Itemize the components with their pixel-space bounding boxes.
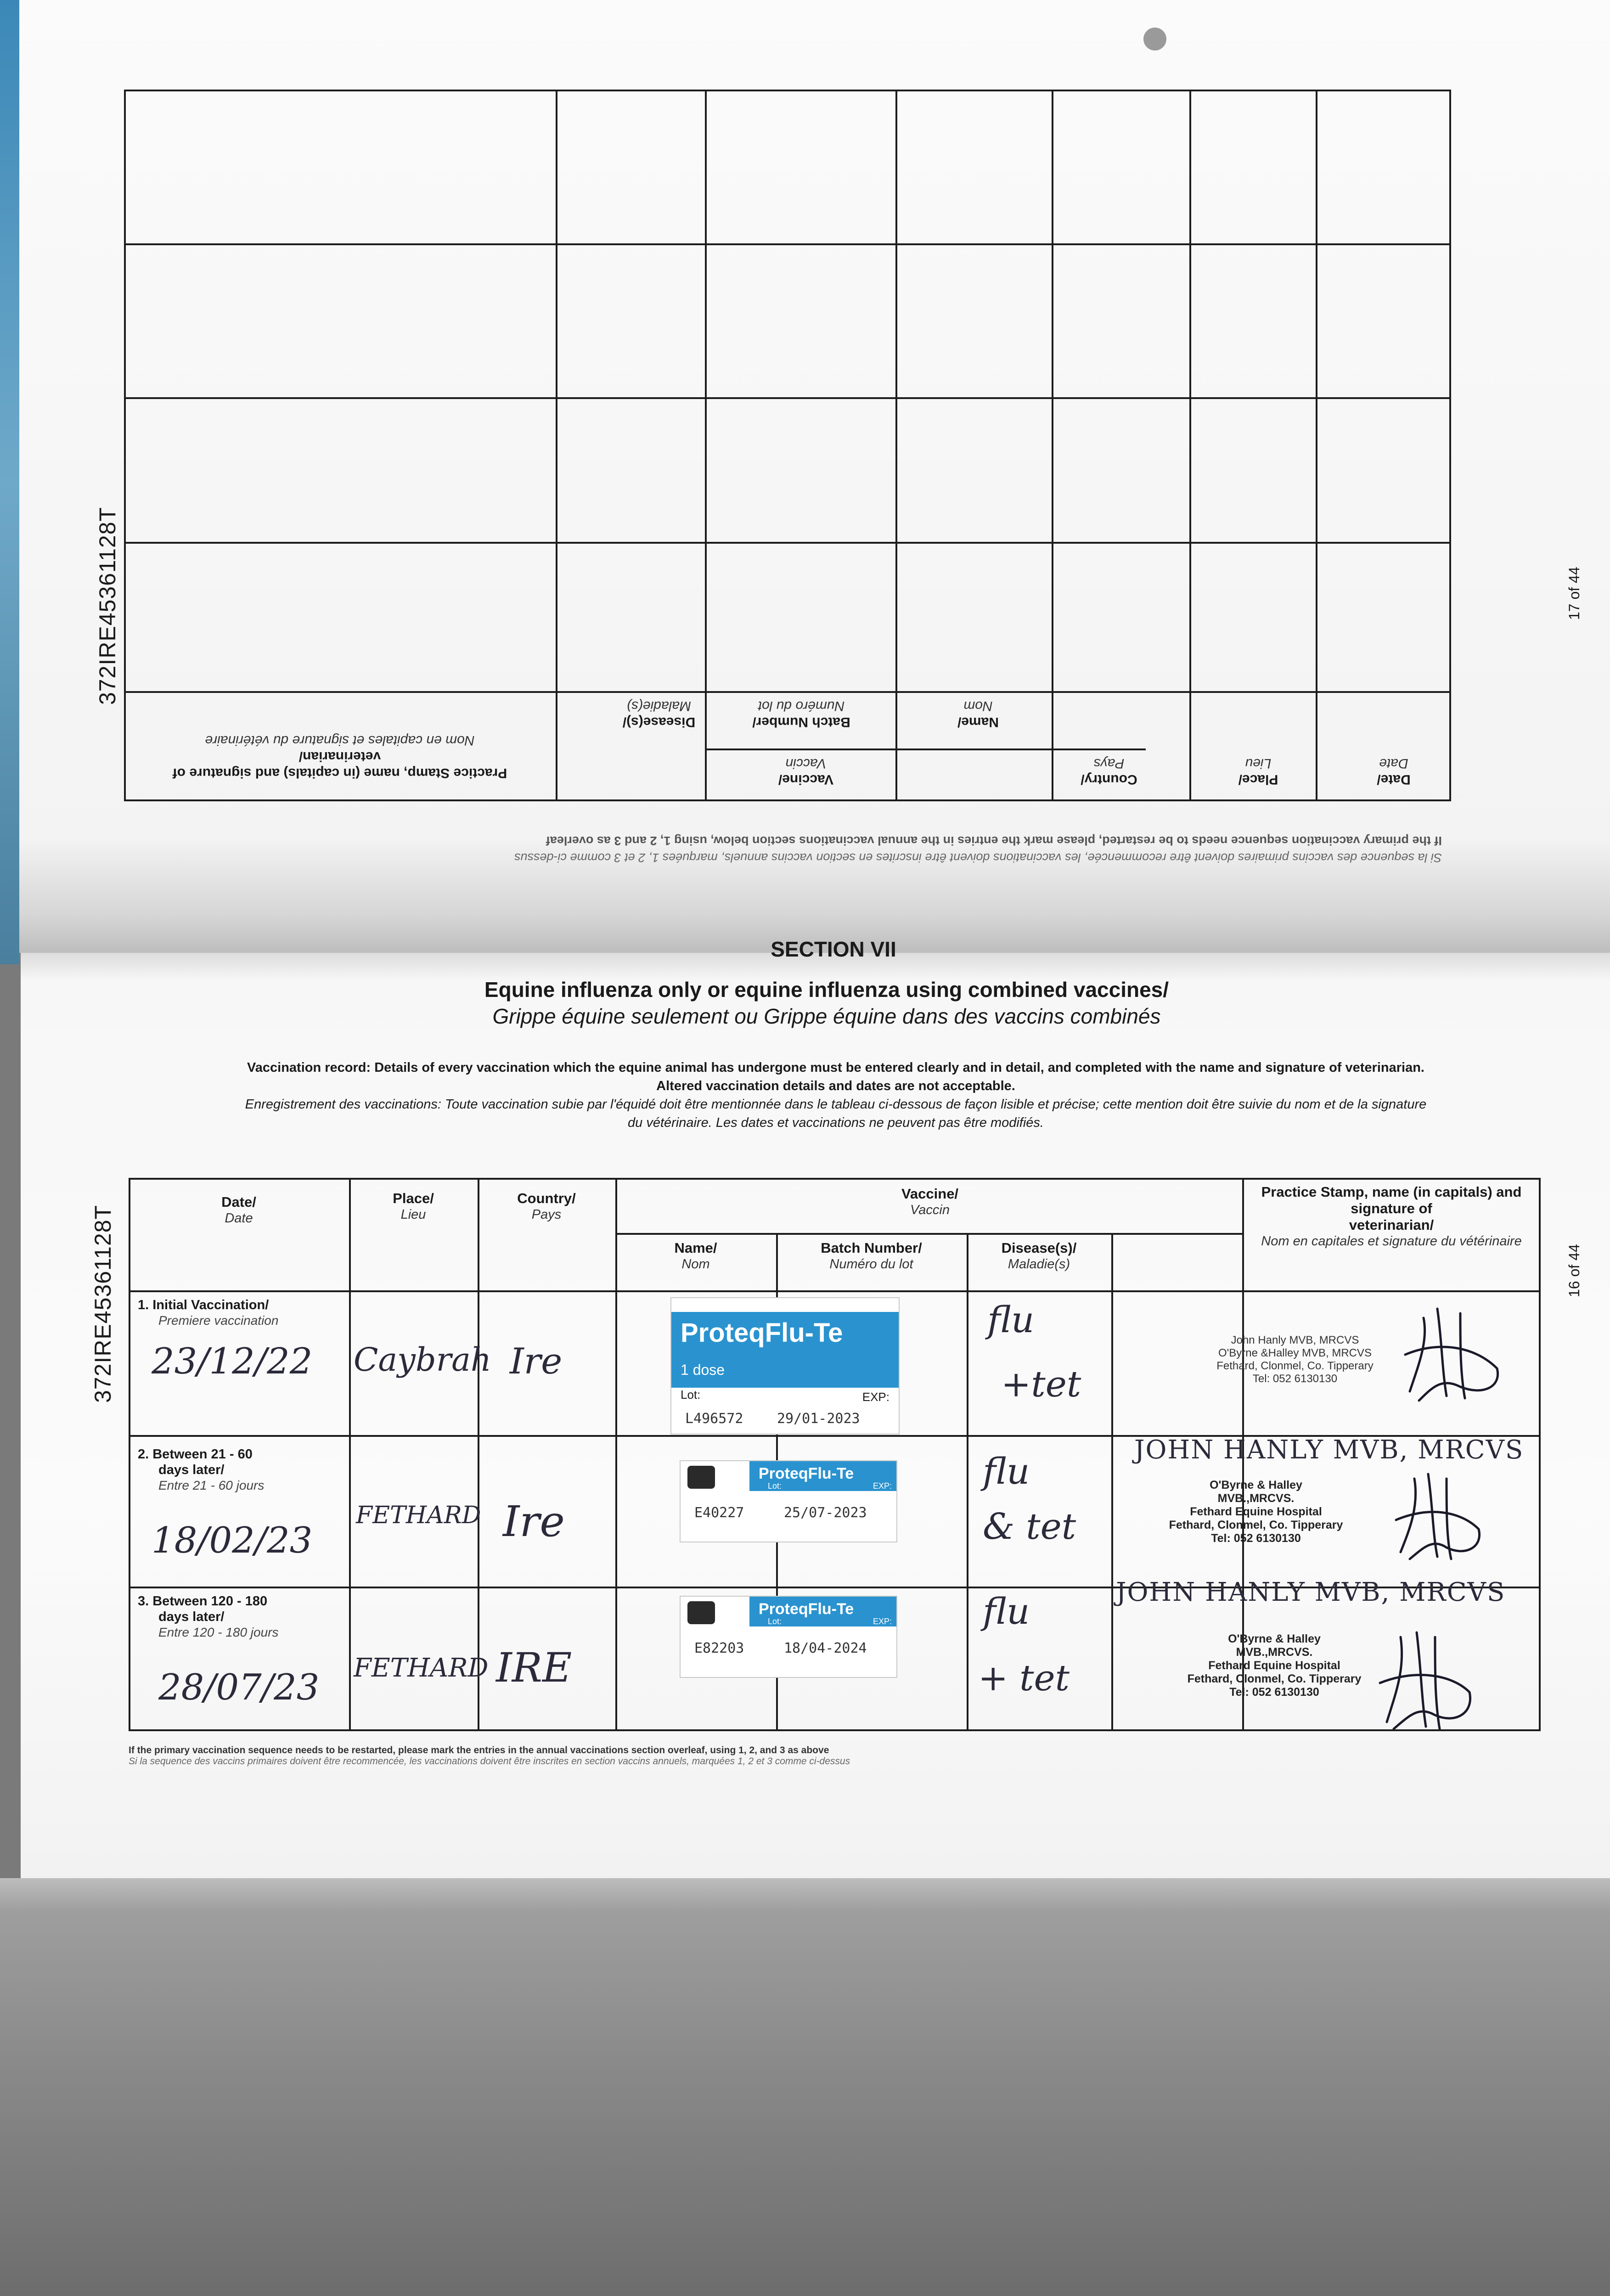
- row-3-practice-stamp: [1166, 1632, 1382, 1699]
- top-header-batch: [719, 698, 884, 730]
- top-disease-title: Disease(s)/: [622, 715, 696, 730]
- top-place-title-fr: Lieu: [1245, 756, 1272, 771]
- row-2-place: FETHARD: [356, 1502, 481, 1529]
- row-2-disease-2: & tet: [983, 1506, 1076, 1548]
- row-3-disease-1: flu: [983, 1591, 1030, 1632]
- bottom-footer-fr: Si la sequence des vaccins primaires doivent être recommencée, les vaccinations doivent être inscrites en section vaccins annuels, marquées 1, 2 et 3 comme ci-dessus: [129, 1756, 850, 1767]
- row-1-batch-number: L496572: [685, 1411, 743, 1427]
- col-place-title-fr: Lieu: [400, 1207, 426, 1222]
- instructions-fr-1: Enregistrement des vaccinations: Toute vaccination subie par l'équidé doit être mentionnée dans le tableau ci-dessous de façon lisible et précise; cette mention doit être suivie du nom et de la signature: [245, 1097, 1427, 1112]
- row-2-vaccine-sticker: [680, 1460, 897, 1542]
- row-1-sticker-brand: ProteqFlu-Te: [681, 1318, 843, 1348]
- top-header-name: [932, 698, 1024, 730]
- col-disease-title-fr: Maladie(s): [1008, 1257, 1070, 1272]
- col-batch-title: Batch Number/: [821, 1240, 922, 1256]
- instructions: [129, 1058, 1543, 1132]
- row-2-title-fr: Entre 21 - 60 jours: [158, 1478, 265, 1492]
- col-vet-title-1: Practice Stamp, name (in capitals) and signature of: [1261, 1184, 1522, 1216]
- row-3-sticker-brand: ProteqFlu-Te: [759, 1600, 854, 1618]
- row-1-stamp-line-1: John Hanly MVB, MRCVS: [1231, 1334, 1359, 1346]
- row-2-disease-1: flu: [983, 1451, 1030, 1492]
- top-vet-title: Practice Stamp, name (in capitals) and signature of veterinarian/: [172, 749, 507, 781]
- scan-shadow: [0, 1878, 1610, 2296]
- row-1-practice-stamp: [1176, 1334, 1414, 1385]
- row-1-stamp-line-4: Tel: 052 6130130: [1252, 1373, 1338, 1385]
- top-vet-title-fr: Nom en capitales et signature du vétérinaire: [205, 733, 475, 748]
- row-1-stamp-line-2: O'Byrne &Halley MVB, MRCVS: [1218, 1347, 1372, 1359]
- top-page-number: 17 of 44: [1566, 567, 1582, 620]
- row-2-sticker-band: [749, 1461, 896, 1491]
- col-place-title: Place/: [393, 1190, 434, 1206]
- row-1-date: 23/12/22: [152, 1341, 313, 1382]
- top-table: [124, 90, 1451, 801]
- row-3-stamp-line-5: Tel: 052 6130130: [1229, 1686, 1319, 1699]
- row-3-place: FETHARD: [354, 1653, 489, 1683]
- top-header-date: [1327, 755, 1460, 788]
- top-date-title-fr: Date: [1379, 756, 1408, 771]
- row-3-expiry: 18/04-2024: [784, 1640, 867, 1656]
- col-date-title: Date/: [221, 1194, 256, 1210]
- row-2-sticker-brand: ProteqFlu-Te: [759, 1465, 854, 1482]
- row-2-country: Ire: [503, 1497, 565, 1546]
- row-3-vet-name: JOHN HANLY MVB, MRCVS: [1116, 1577, 1506, 1607]
- row-1-place: Caybrah: [354, 1341, 491, 1379]
- col-vaccine-title-fr: Vaccin: [910, 1203, 950, 1217]
- col-batch-header: [778, 1240, 964, 1272]
- row-1-stamp-line-3: Fethard, Clonmel, Co. Tipperary: [1216, 1360, 1374, 1372]
- top-vaccine-title-fr: Vaccin: [785, 756, 827, 771]
- row-2-batch-number: E40227: [694, 1505, 744, 1521]
- row-3-vaccine-sticker: [680, 1596, 897, 1678]
- col-disease-header: [969, 1240, 1109, 1272]
- row-3-sticker-logo: [687, 1601, 715, 1624]
- top-date-title: Date/: [1377, 772, 1411, 787]
- top-footer-fr: Si la sequence des vaccins primaires doivent être recommencée, les vaccinations doivent être inscrites en section vaccins annuels, marquées 1, 2 et 3 comme ci-dessus: [514, 851, 1442, 865]
- bottom-passport-number: 372IRE45361128T: [90, 1204, 116, 1403]
- row-3-stamp-line-2: MVB.,MRCVS.: [1236, 1646, 1313, 1659]
- top-footer: [248, 833, 1442, 865]
- top-header-country: [1052, 755, 1166, 788]
- top-disease-title-fr: Maladie(s): [626, 698, 692, 714]
- row-3-date: 28/07/23: [158, 1667, 320, 1708]
- row-3-country: IRE: [496, 1644, 572, 1691]
- top-passport-number: 372IRE45361128T: [95, 506, 120, 705]
- row-3-stamp-line-3: Fethard Equine Hospital: [1208, 1659, 1340, 1672]
- row-3-sticker-band: [749, 1597, 896, 1626]
- row-3-sticker-lot-label: Lot:: [768, 1617, 782, 1626]
- col-disease-title: Disease(s)/: [1001, 1240, 1077, 1256]
- col-date-title-fr: Date: [225, 1211, 253, 1226]
- row-1-country: Ire: [510, 1341, 563, 1382]
- row-2-sticker-logo: [687, 1466, 715, 1489]
- top-country-title: Country/: [1081, 772, 1137, 787]
- row-1-disease-1: flu: [987, 1300, 1035, 1341]
- col-vaccine-header: [618, 1186, 1242, 1218]
- row-1-sticker-band: [671, 1312, 899, 1388]
- col-name-header: [618, 1240, 774, 1272]
- col-country-title-fr: Pays: [531, 1207, 562, 1222]
- col-batch-title-fr: Numéro du lot: [829, 1257, 913, 1272]
- top-header-place: [1194, 755, 1323, 788]
- row-3-batch-number: E82203: [694, 1640, 744, 1656]
- top-name-title-fr: Nom: [963, 698, 993, 714]
- section-title-fr: Grippe équine seulement ou Grippe équine dans des vaccins combinés: [492, 1004, 1161, 1028]
- col-vet-title-2: veterinarian/: [1349, 1217, 1434, 1233]
- row-2-expiry: 25/07-2023: [784, 1505, 867, 1521]
- row-2-sticker-exp-label: EXP:: [873, 1481, 892, 1491]
- col-vaccine-title: Vaccine/: [901, 1186, 959, 1202]
- top-country-title-fr: Pays: [1093, 756, 1125, 771]
- col-place-header: [351, 1190, 475, 1222]
- row-2-title-2: days later/: [158, 1463, 225, 1477]
- row-2-stamp-line-3: Fethard Equine Hospital: [1190, 1505, 1322, 1518]
- section-title-en: Equine influenza only or equine influenza using combined vaccines/: [484, 978, 1169, 1002]
- top-vaccine-title: Vaccine/: [778, 772, 834, 787]
- top-batch-title-fr: Numéro du lot: [758, 698, 845, 714]
- row-2-label: [138, 1446, 349, 1493]
- row-1-signature: [1391, 1300, 1511, 1405]
- row-3-disease-2: + tet: [978, 1658, 1070, 1699]
- row-2-practice-stamp: [1148, 1479, 1364, 1545]
- instructions-en-1: Vaccination record: Details of every vaccination which the equine animal has undergone must be entered clearly and in detail, and completed with the name and signature of veterinarian.: [247, 1060, 1424, 1075]
- instructions-fr-2: du vétérinaire. Les dates et vaccinations ne peuvent pas être modifiés.: [628, 1115, 1044, 1130]
- row-3-label: [138, 1593, 349, 1640]
- row-2-stamp-line-5: Tel: 052 6130130: [1211, 1532, 1301, 1545]
- row-1-label: [138, 1297, 349, 1328]
- top-batch-title: Batch Number/: [752, 715, 850, 730]
- row-1-title-fr: Premiere vaccination: [158, 1313, 279, 1328]
- top-place-title: Place/: [1238, 772, 1278, 787]
- col-vet-title-fr: Nom en capitales et signature du vétérinaire: [1261, 1234, 1522, 1249]
- top-header-disease: [585, 698, 732, 730]
- row-1-sticker-dose: 1 dose: [681, 1362, 725, 1378]
- row-3-stamp-line-1: O'Byrne & Halley: [1228, 1632, 1321, 1645]
- col-country-title: Country/: [517, 1190, 576, 1206]
- bottom-footer: [129, 1745, 1506, 1767]
- row-2-sticker-lot-label: Lot:: [768, 1481, 782, 1491]
- row-2-signature: [1387, 1469, 1488, 1561]
- bottom-footer-en: If the primary vaccination sequence needs to be restarted, please mark the entries in the annual vaccinations section overleaf, using 1, 2, and 3 as above: [129, 1745, 829, 1756]
- col-date-header: [131, 1194, 347, 1226]
- row-1-expiry: 29/01-2023: [777, 1411, 860, 1427]
- row-1-disease-2: +tet: [1001, 1364, 1081, 1405]
- row-2-stamp-line-4: Fethard, Clonmel, Co. Tipperary: [1169, 1519, 1343, 1531]
- col-name-title: Name/: [674, 1240, 717, 1256]
- row-1-vaccine-sticker: [670, 1297, 900, 1435]
- col-country-header: [480, 1190, 613, 1222]
- row-2-stamp-line-2: MVB.,MRCVS.: [1217, 1492, 1295, 1505]
- punch-hole: [1143, 28, 1166, 51]
- instructions-en-2: Altered vaccination details and dates are not acceptable.: [656, 1079, 1015, 1093]
- page-edge: [0, 0, 19, 964]
- row-2-vet-name: JOHN HANLY MVB, MRCVS: [1134, 1435, 1524, 1465]
- row-3-stamp-line-4: Fethard, Clonmel, Co. Tipperary: [1187, 1672, 1362, 1685]
- row-3-signature: [1373, 1628, 1479, 1733]
- section-heading: SECTION VII: [771, 937, 896, 961]
- row-1-title: 1. Initial Vaccination/: [138, 1298, 269, 1312]
- row-3-title-fr: Entre 120 - 180 jours: [158, 1625, 279, 1639]
- row-2-date: 18/02/23: [152, 1520, 313, 1561]
- top-footer-en: If the primary vaccination sequence needs to be restarted, please mark the entries in the annual vaccinations section below, using 1, 2 and 3 as overleaf: [546, 834, 1442, 848]
- row-1-sticker-lot-label: Lot:: [681, 1388, 701, 1401]
- top-header-vaccine: [634, 755, 978, 788]
- col-name-title-fr: Nom: [681, 1257, 710, 1272]
- top-header-vet: [133, 732, 546, 781]
- row-3-sticker-exp-label: EXP:: [873, 1617, 892, 1626]
- col-vet-header: [1244, 1184, 1538, 1249]
- row-1-sticker-exp-label: EXP:: [862, 1390, 889, 1404]
- row-2-stamp-line-1: O'Byrne & Halley: [1210, 1479, 1302, 1491]
- row-3-title: 3. Between 120 - 180: [138, 1594, 268, 1609]
- bottom-page-number: 16 of 44: [1566, 1244, 1582, 1297]
- row-2-title: 2. Between 21 - 60: [138, 1447, 253, 1462]
- row-3-title-2: days later/: [158, 1609, 225, 1624]
- top-name-title: Name/: [957, 715, 999, 730]
